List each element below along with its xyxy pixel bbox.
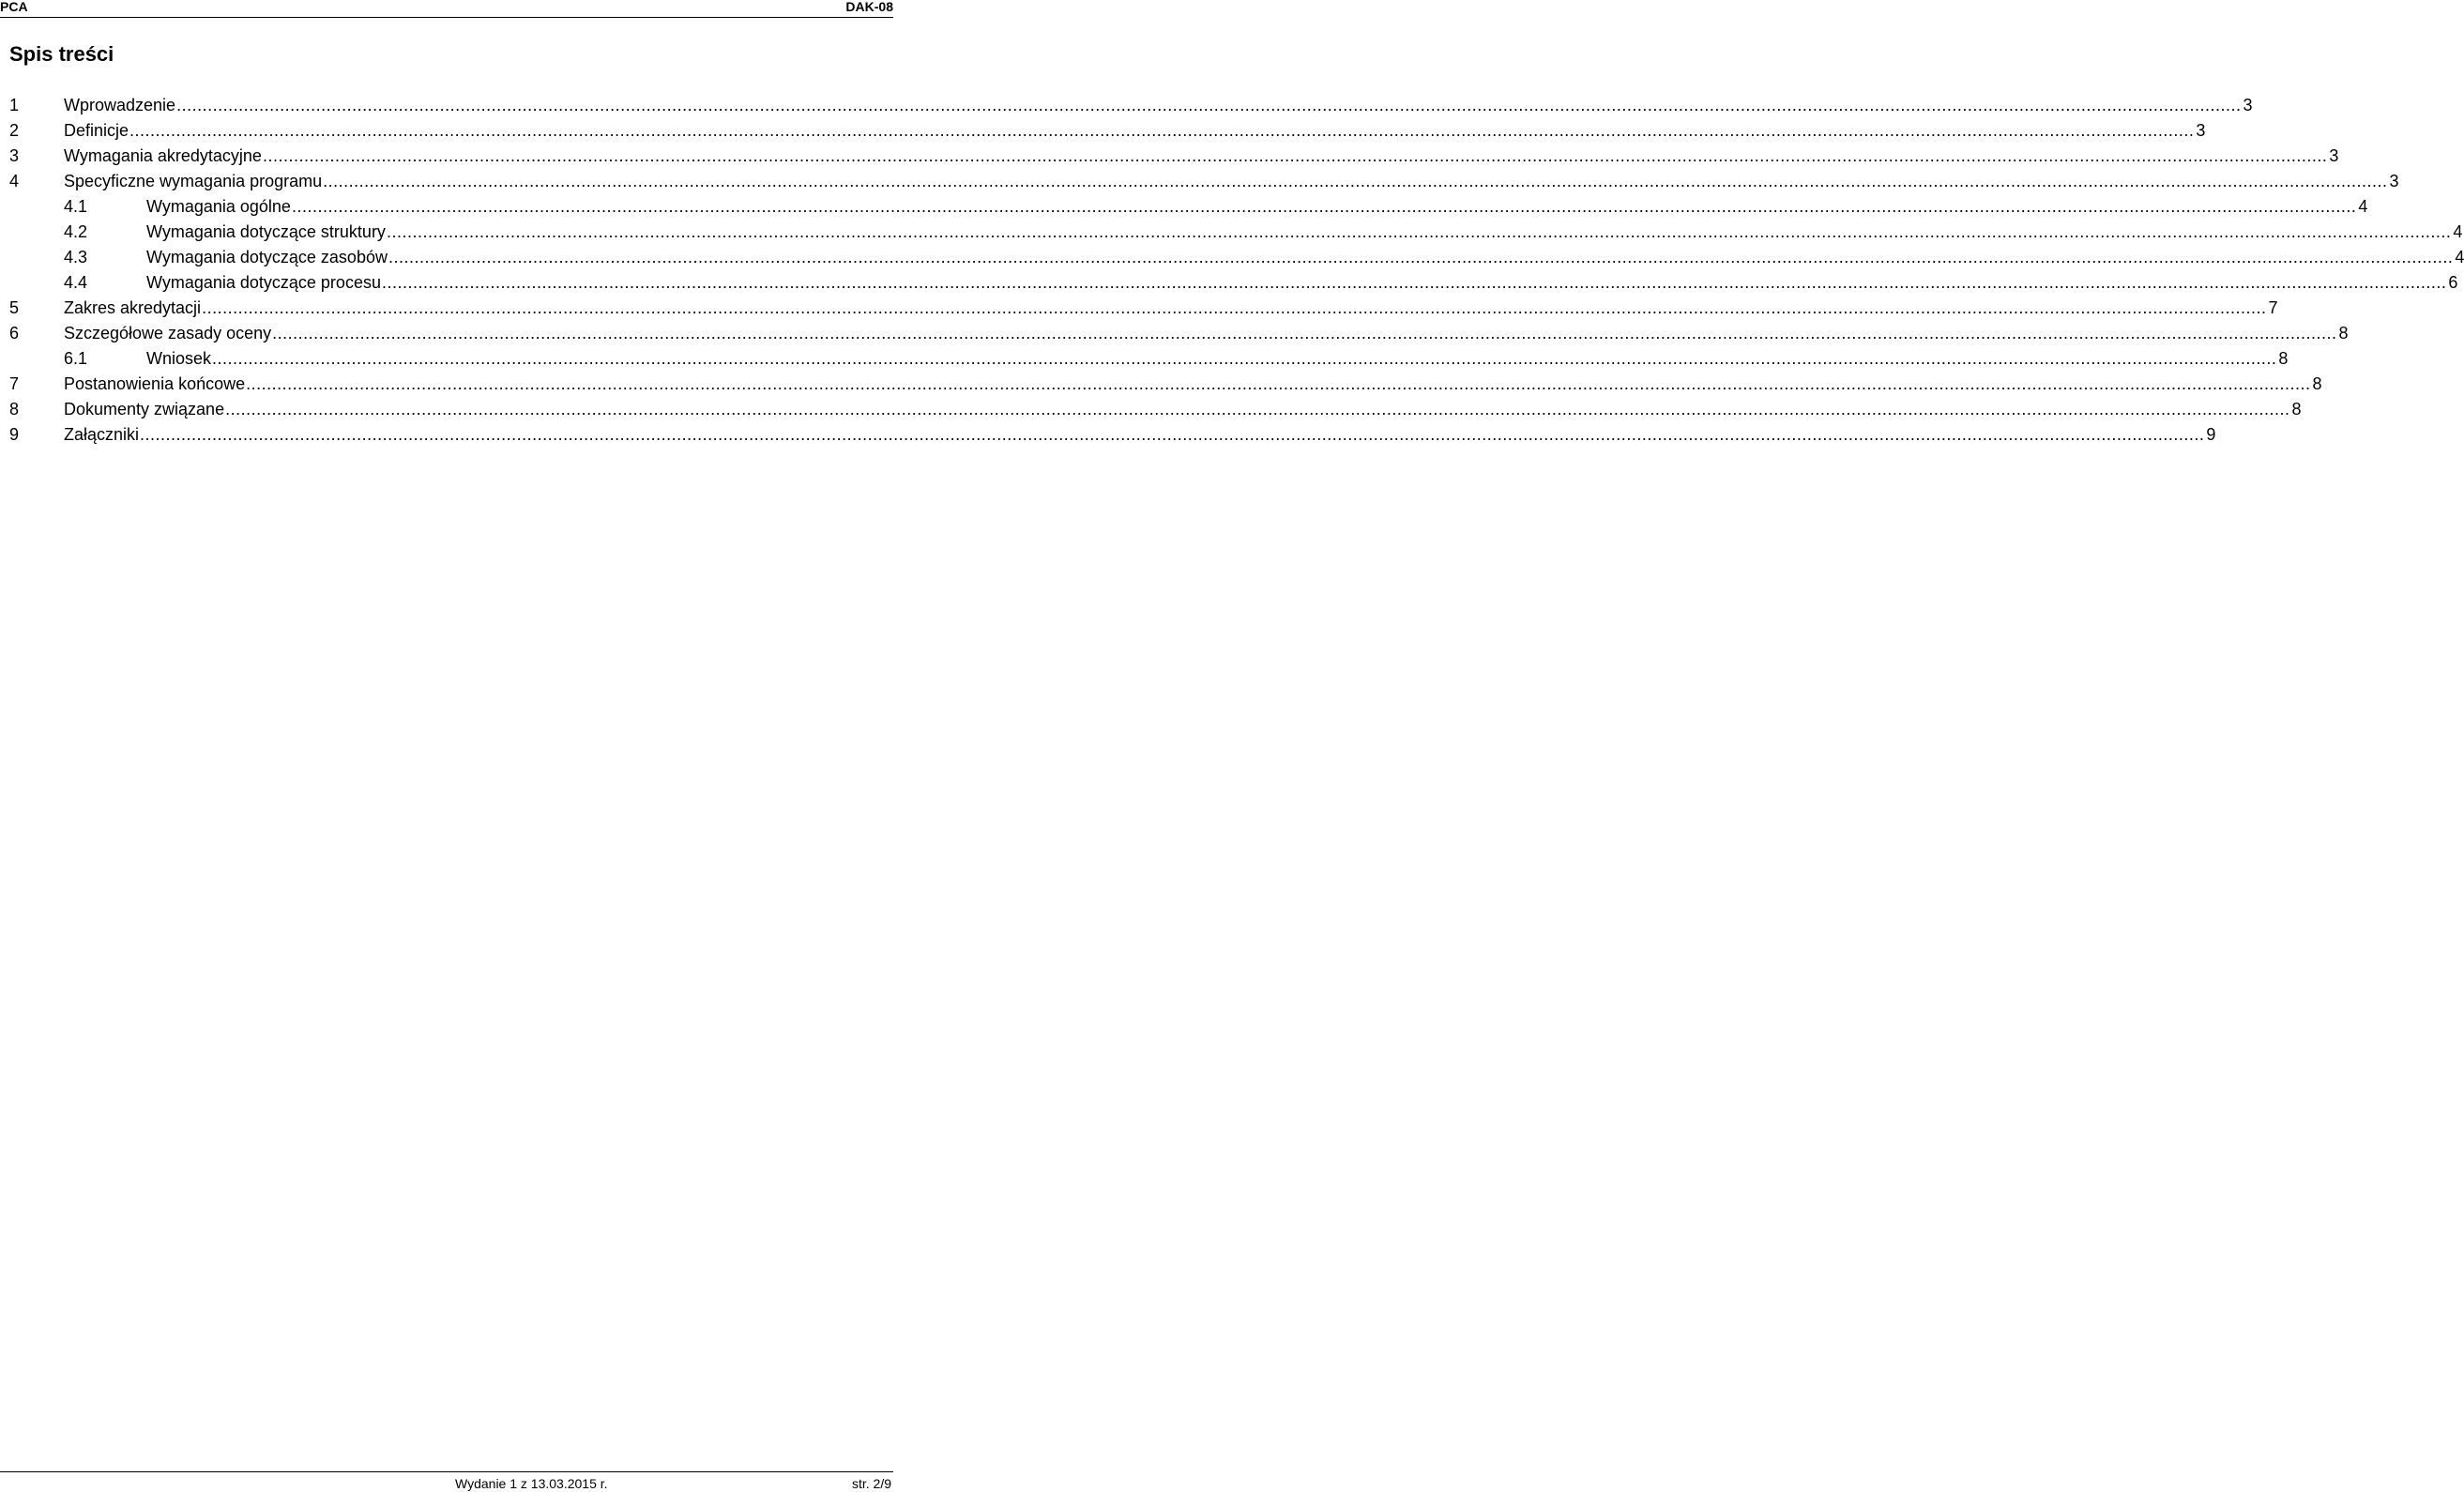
toc-entry-label: Dokumenty związane bbox=[64, 400, 225, 419]
toc-entry-page: 6 bbox=[2448, 273, 2458, 292]
toc-entry[interactable] bbox=[9, 397, 2302, 422]
toc-title: Spis treści bbox=[9, 42, 114, 66]
toc-entry[interactable] bbox=[9, 296, 2278, 321]
toc-entry-number: 4.1 bbox=[64, 197, 88, 216]
toc-entry[interactable] bbox=[9, 346, 2289, 372]
toc-entry-page: 8 bbox=[2291, 400, 2302, 419]
toc-entry-label: Wymagania akredytacyjne bbox=[64, 146, 262, 165]
toc-entry-page: 7 bbox=[2268, 298, 2278, 317]
toc-entry-page: 3 bbox=[2243, 96, 2253, 114]
toc-entry[interactable] bbox=[9, 245, 2464, 270]
toc-entry-number: 4.3 bbox=[64, 248, 88, 266]
toc-entry-label: Załączniki bbox=[64, 425, 140, 444]
toc-entry-label: Wymagania ogólne bbox=[146, 197, 291, 216]
toc-entry[interactable] bbox=[9, 169, 2399, 194]
toc-dot-leader: ................................................................................................................................................................................................................................................................................................................................................................................................................ bbox=[129, 121, 2195, 140]
toc-entry-label: Szczegółowe zasady oceny bbox=[64, 324, 272, 343]
toc-entry-label: Wymagania dotyczące struktury bbox=[146, 222, 386, 241]
toc-entry[interactable] bbox=[9, 372, 2322, 397]
toc-entry-number: 7 bbox=[9, 374, 20, 393]
toc-dot-leader: ................................................................................................................................................................................................................................................................................................................................................................................................................ bbox=[388, 248, 2454, 266]
toc-dot-leader: ................................................................................................................................................................................................................................................................................................................................................................................................................ bbox=[212, 349, 2277, 368]
toc-entry-number: 9 bbox=[9, 425, 20, 444]
toc-entry-page: 8 bbox=[2278, 349, 2289, 368]
toc-entry[interactable] bbox=[9, 93, 2253, 118]
toc-entry-label: Zakres akredytacji bbox=[64, 298, 202, 317]
toc-entry[interactable] bbox=[9, 220, 2463, 245]
toc-entry-page: 3 bbox=[2329, 146, 2339, 165]
toc-dot-leader: ................................................................................................................................................................................................................................................................................................................................................................................................................ bbox=[323, 172, 2388, 190]
toc-entry-number: 2 bbox=[9, 121, 20, 140]
toc-entry-number: 4.2 bbox=[64, 222, 88, 241]
toc-entry[interactable] bbox=[9, 144, 2339, 169]
toc-entry[interactable] bbox=[9, 422, 2216, 448]
toc-entry[interactable] bbox=[9, 270, 2458, 296]
toc-entry-label: Wymagania dotyczące zasobów bbox=[146, 248, 388, 266]
toc-entry-number: 3 bbox=[9, 146, 20, 165]
toc-dot-leader: ................................................................................................................................................................................................................................................................................................................................................................................................................ bbox=[291, 197, 2357, 216]
header-organization: PCA bbox=[0, 0, 28, 14]
toc-entry-page: 4 bbox=[2453, 222, 2463, 241]
toc-entry-number: 4.4 bbox=[64, 273, 88, 292]
toc-entry-page: 3 bbox=[2389, 172, 2399, 190]
footer-edition: Wydanie 1 z 13.03.2015 r. bbox=[455, 1476, 608, 1491]
toc-entry-number: 5 bbox=[9, 298, 20, 317]
toc-dot-leader: ................................................................................................................................................................................................................................................................................................................................................................................................................ bbox=[262, 146, 2328, 165]
toc-entry-label: Definicje bbox=[64, 121, 129, 140]
toc-dot-leader: ................................................................................................................................................................................................................................................................................................................................................................................................................ bbox=[386, 222, 2452, 241]
toc-entry-page: 4 bbox=[2358, 197, 2368, 216]
toc-entry-page: 4 bbox=[2455, 248, 2464, 266]
toc-entry-page: 8 bbox=[2338, 324, 2349, 343]
toc-entry-number: 6.1 bbox=[64, 349, 88, 368]
toc-entry-label: Postanowienia końcowe bbox=[64, 374, 246, 393]
page-footer bbox=[0, 1471, 893, 1492]
toc-entry-label: Specyficzne wymagania programu bbox=[64, 172, 323, 190]
toc-entry-number: 4 bbox=[9, 172, 20, 190]
toc-entry-number: 8 bbox=[9, 400, 20, 419]
toc-entry-number: 6 bbox=[9, 324, 20, 343]
toc-entry-page: 3 bbox=[2196, 121, 2206, 140]
toc-dot-leader: ................................................................................................................................................................................................................................................................................................................................................................................................................ bbox=[381, 273, 2447, 292]
toc-entry-page: 9 bbox=[2206, 425, 2216, 444]
toc-dot-leader: ................................................................................................................................................................................................................................................................................................................................................................................................................ bbox=[272, 324, 2337, 343]
toc-dot-leader: ................................................................................................................................................................................................................................................................................................................................................................................................................ bbox=[202, 298, 2267, 317]
header-document-code: DAK-08 bbox=[845, 0, 893, 14]
toc-dot-leader: ................................................................................................................................................................................................................................................................................................................................................................................................................ bbox=[246, 374, 2311, 393]
toc-dot-leader: ................................................................................................................................................................................................................................................................................................................................................................................................................ bbox=[140, 425, 2205, 444]
table-of-contents bbox=[9, 93, 2464, 448]
toc-entry-number: 1 bbox=[9, 96, 20, 114]
toc-entry-label: Wymagania dotyczące procesu bbox=[146, 273, 381, 292]
toc-entry[interactable] bbox=[9, 321, 2349, 346]
toc-entry[interactable] bbox=[9, 118, 2206, 144]
page-header bbox=[0, 0, 893, 18]
toc-entry-label: Wprowadzenie bbox=[64, 96, 176, 114]
footer-page-number: str. 2/9 bbox=[851, 1476, 891, 1491]
toc-entry-label: Wniosek bbox=[146, 349, 212, 368]
toc-entry[interactable] bbox=[9, 194, 2368, 220]
toc-entry-page: 8 bbox=[2312, 374, 2322, 393]
toc-dot-leader: ................................................................................................................................................................................................................................................................................................................................................................................................................ bbox=[176, 96, 2242, 114]
toc-dot-leader: ................................................................................................................................................................................................................................................................................................................................................................................................................ bbox=[225, 400, 2290, 419]
